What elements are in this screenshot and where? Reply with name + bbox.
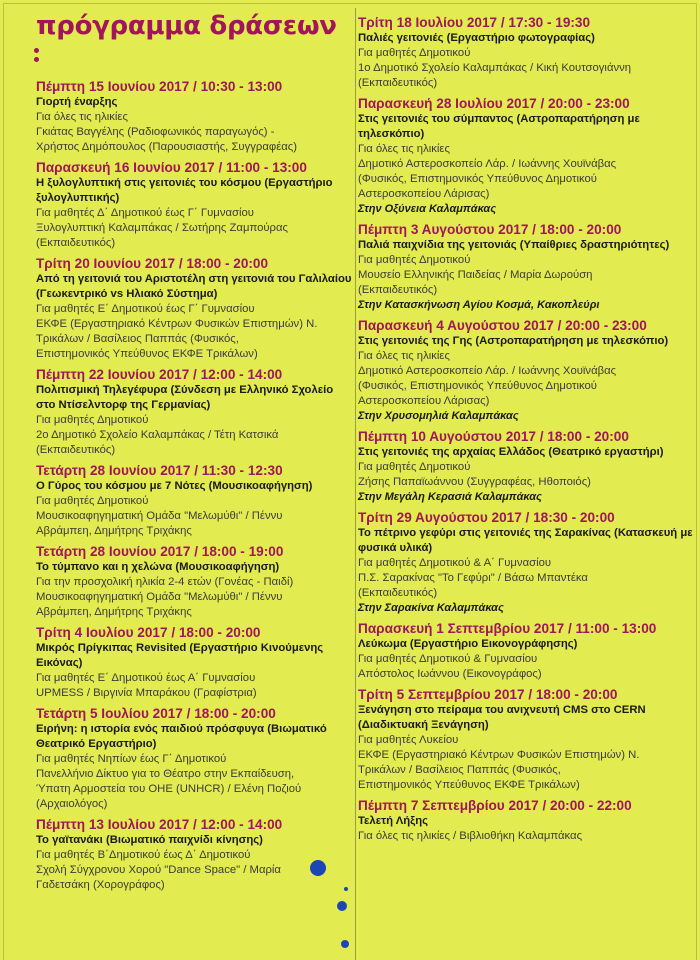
event-detail: Π.Σ. Σαρακίνας "Το Γεφύρι" / Βάσω Μπαντέκα: [358, 572, 588, 584]
event-name: Πολιτισμική Τηλεγέφυρα (Σύνδεση με Ελληνικό Σχολείο στο Ντίσελντορφ της Γερμανίας): [36, 384, 334, 411]
event-detail: (Εκπαιδευτικός): [36, 237, 116, 249]
event-detail: (Φυσικός, Επιστημονικός Υπεύθυνος Δημοτικού: [358, 380, 597, 392]
event-date: Πέμπτη 22 Ιουνίου 2017 / 12:00 - 14:00: [36, 367, 283, 382]
event-detail: (Αρχαιολόγος): [36, 798, 108, 810]
event-detail: Για μαθητές Ε΄ Δημοτικού έως Α΄ Γυμνασίου: [36, 672, 256, 684]
event-detail: Για μαθητές Β΄Δημοτικού έως Δ΄ Δημοτικού: [36, 849, 251, 861]
event-name: Στις γειτονιές του σύμπαντος (Αστροπαρατήρηση με τηλεσκόπιο): [358, 113, 640, 140]
event-detail: (Εκπαιδευτικός): [358, 284, 438, 296]
event-detail: ΕΚΦΕ (Εργαστηριακό Κέντρων Φυσικών Επιστημών) Ν.: [358, 749, 640, 761]
event-name: Παλιές γειτονιές (Εργαστήριο φωτογραφίας): [358, 32, 595, 44]
event-detail: Για μαθητές Δ΄ Δημοτικού έως Γ΄ Γυμνασίου: [36, 207, 254, 219]
event-item: [358, 317, 698, 424]
event-detail: Για μαθητές Ε΄ Δημοτικού έως Γ΄ Γυμνασίου: [36, 303, 255, 315]
page-title: πρόγραμμα δράσεων: [36, 11, 337, 41]
event-detail: Για μαθητές Δημοτικού: [358, 47, 471, 59]
event-item: [358, 797, 698, 844]
event-venue: Στην Οξύνεια Καλαμπάκας: [358, 203, 497, 215]
event-name: Λεύκωμα (Εργαστήριο Εικονογράφησης): [358, 638, 578, 650]
event-detail: 2ο Δημοτικό Σχολείο Καλαμπάκας / Τέτη Κατσικά: [36, 429, 279, 441]
event-date: Τρίτη 29 Αυγούστου 2017 / 18:30 - 20:00: [358, 510, 615, 525]
event-item: [358, 620, 698, 682]
event-detail: Για μαθητές Δημοτικού: [358, 461, 471, 473]
event-date: Τρίτη 5 Σεπτεμβρίου 2017 / 18:00 - 20:00: [358, 687, 618, 702]
event-detail: Επιστημονικός Υπεύθυνος ΕΚΦΕ Τρικάλων): [358, 779, 580, 791]
event-item: [36, 255, 354, 362]
event-detail: (Εκπαιδευτικός): [36, 444, 116, 456]
event-detail: ΕΚΦΕ (Εργαστηριακό Κέντρων Φυσικών Επιστημών) Ν.: [36, 318, 318, 330]
event-name: Γιορτή έναρξης: [36, 96, 118, 108]
event-item: [36, 816, 354, 893]
event-item: [358, 509, 698, 616]
event-detail: Ξυλογλυπτική Καλαμπάκας / Σωτήρης Ζαμπούρας: [36, 222, 288, 234]
event-detail: Τρικάλων / Βασίλειος Παππάς (Φυσικός,: [358, 764, 561, 776]
event-date: Παρασκευή 4 Αυγούστου 2017 / 20:00 - 23:00: [358, 318, 647, 333]
event-detail: Για μαθητές Δημοτικού & Γυμνασίου: [358, 653, 538, 665]
event-detail: Χρήστος Δημόπουλος (Παρουσιαστής, Συγγραφέας): [36, 141, 297, 153]
event-date: Πέμπτη 15 Ιουνίου 2017 / 10:30 - 13:00: [36, 79, 283, 94]
event-date: Τρίτη 20 Ιουνίου 2017 / 18:00 - 20:00: [36, 256, 269, 271]
event-detail: Δημοτικό Αστεροσκοπείο Λάρ. / Ιωάννης Χουϊνάβας: [358, 158, 617, 170]
event-detail: (Φυσικός, Επιστημονικός Υπεύθυνος Δημοτικού: [358, 173, 597, 185]
right-events-list: [358, 14, 698, 848]
event-name: Το γαϊτανάκι (Βιωματικό παιχνίδι κίνησης): [36, 834, 263, 846]
event-name: Στις γειτονιές της αρχαίας Ελλάδος (Θεατρικό εργαστήρι): [358, 446, 664, 458]
event-detail: Για μαθητές Λυκείου: [358, 734, 459, 746]
event-item: [36, 543, 354, 620]
decorative-dot: [341, 940, 349, 948]
left-column: [36, 0, 354, 960]
event-item: [36, 159, 354, 251]
event-name: Ειρήνη: η ιστορία ενός παιδιού πρόσφυγα (Βιωματικό Θεατρικό Εργαστήριο): [36, 723, 327, 750]
event-item: [358, 221, 698, 313]
event-detail: Απόστολος Ιωάννου (Εικονογράφος): [358, 668, 542, 680]
event-venue: Στην Χρυσομηλιά Καλαμπάκας: [358, 410, 519, 422]
event-name: Τελετή Λήξης: [358, 815, 428, 827]
event-item: [36, 462, 354, 539]
event-detail: Για όλες τις ηλικίες: [358, 350, 450, 362]
event-item: [358, 686, 698, 793]
event-date: Πέμπτη 10 Αυγούστου 2017 / 18:00 - 20:00: [358, 429, 629, 444]
event-detail: (Εκπαιδευτικός): [358, 587, 438, 599]
event-detail: Γκιάτας Βαγγέλης (Ραδιοφωνικός παραγωγός) -: [36, 126, 275, 138]
event-detail: Μουσικοαφηγηματική Ομάδα "Μελωμύθι" / Πέννυ: [36, 510, 283, 522]
event-item: [358, 14, 698, 91]
event-detail: Για μαθητές Δημοτικού & Α΄ Γυμνασίου: [358, 557, 552, 569]
event-detail: Για μαθητές Δημοτικού: [358, 254, 471, 266]
right-column: [358, 0, 698, 960]
event-date: Πέμπτη 7 Σεπτεμβρίου 2017 / 20:00 - 22:00: [358, 798, 632, 813]
event-item: [358, 95, 698, 217]
event-detail: Αβράμπεη, Δημήτρης Τριχάκης: [36, 525, 192, 537]
event-venue: Στην Μεγάλη Κερασιά Καλαμπάκας: [358, 491, 542, 503]
decorative-dot: [310, 860, 326, 876]
event-detail: Αστεροσκοπείου Λάρισας): [358, 395, 490, 407]
event-item: [36, 366, 354, 458]
event-name: Η ξυλογλυπτική στις γειτονιές του κόσμου (Εργαστήριο ξυλογλυπτικής): [36, 177, 333, 204]
event-item: [36, 624, 354, 701]
event-detail: Μουσικοαφηγηματική Ομάδα "Μελωμύθι" / Πέννυ: [36, 591, 283, 603]
event-venue: Στην Κατασκήνωση Αγίου Κοσμά, Κακοπλεύρι: [358, 299, 600, 311]
event-detail: 1ο Δημοτικό Σχολείο Καλαμπάκας / Κική Κουτσογιάννη: [358, 62, 632, 74]
event-name: Παλιά παιχνίδια της γειτονιάς (Υπαίθριες δραστηριότητες): [358, 239, 670, 251]
event-date: Παρασκευή 16 Ιουνίου 2017 / 11:00 - 13:00: [36, 160, 307, 175]
event-detail: (Εκπαιδευτικός): [358, 77, 438, 89]
event-date: Πέμπτη 13 Ιουλίου 2017 / 12:00 - 14:00: [36, 817, 283, 832]
event-date: Παρασκευή 28 Ιουλίου 2017 / 20:00 - 23:00: [358, 96, 630, 111]
event-detail: Δημοτικό Αστεροσκοπείο Λάρ. / Ιωάννης Χουϊνάβας: [358, 365, 617, 377]
decorative-dot: [337, 901, 347, 911]
event-item: [358, 428, 698, 505]
event-detail: Σχολή Σύγχρονου Χορού "Dance Space" / Μαρία: [36, 864, 281, 876]
event-detail: Για μαθητές Νηπίων έως Γ΄ Δημοτικού: [36, 753, 227, 765]
event-name: Ο Γύρος του κόσμου με 7 Νότες (Μουσικοαφήγηση): [36, 480, 313, 492]
event-name: Το πέτρινο γεφύρι στις γειτονιές της Σαρακίνας (Κατασκευή με φυσικά υλικά): [358, 527, 693, 554]
event-date: Παρασκευή 1 Σεπτεμβρίου 2017 / 11:00 - 13:00: [358, 621, 657, 636]
event-date: Τρίτη 18 Ιουλίου 2017 / 17:30 - 19:30: [358, 15, 591, 30]
event-detail: Αστεροσκοπείου Λάρισας): [358, 188, 490, 200]
event-detail: UPMESS / Βιργινία Μπαράκου (Γραφίστρια): [36, 687, 257, 699]
event-detail: Ζήσης Παπαϊωάννου (Συγγραφέας, Ηθοποιός): [358, 476, 591, 488]
decorative-dot: [344, 887, 348, 891]
event-detail: Για την προσχολική ηλικία 2-4 ετών (Γονέας - Παιδί): [36, 576, 294, 588]
event-detail: Για όλες τις ηλικίες / Βιβλιοθήκη Καλαμπάκας: [358, 830, 583, 842]
event-name: Από τη γειτονιά του Αριστοτέλη στη γειτονιά του Γαλιλαίου (Γεωκεντρικό vs Ηλιακό Σύστημα): [36, 273, 352, 300]
event-date: Τετάρτη 28 Ιουνίου 2017 / 18:00 - 19:00: [36, 544, 284, 559]
event-date: Πέμπτη 3 Αυγούστου 2017 / 18:00 - 20:00: [358, 222, 622, 237]
event-detail: Ύπατη Αρμοστεία του ΟΗΕ (UNHCR) / Ελένη Ποζιού: [36, 783, 302, 795]
event-detail: Γαδετσάκη (Χορογράφος): [36, 879, 165, 891]
left-events-list: [36, 78, 354, 897]
event-detail: Επιστημονικός Υπεύθυνος ΕΚΦΕ Τρικάλων): [36, 348, 258, 360]
event-item: [36, 78, 354, 155]
event-item: [36, 705, 354, 812]
event-name: Μικρός Πρίγκιπας Revisited (Εργαστήριο Κινούμενης Εικόνας): [36, 642, 324, 669]
event-date: Τετάρτη 28 Ιουνίου 2017 / 11:30 - 12:30: [36, 463, 283, 478]
event-name: Ξενάγηση στο πείραμα του ανιχνευτή CMS στο CERN (Διαδικτυακή Ξενάγηση): [358, 704, 646, 731]
event-detail: Πανελλήνιο Δίκτυο για το Θέατρο στην Εκπαίδευση,: [36, 768, 295, 780]
event-venue: Στην Σαρακίνα Καλαμπάκας: [358, 602, 504, 614]
event-detail: Μουσείο Ελληνικής Παιδείας / Μαρία Δωρούση: [358, 269, 593, 281]
event-detail: Για μαθητές Δημοτικού: [36, 495, 149, 507]
event-date: Τετάρτη 5 Ιουλίου 2017 / 18:00 - 20:00: [36, 706, 276, 721]
event-detail: Αβράμπεη, Δημήτρης Τριχάκης: [36, 606, 192, 618]
column-divider: [355, 8, 356, 960]
event-detail: Για μαθητές Δημοτικού: [36, 414, 149, 426]
event-detail: Τρικάλων / Βασίλειος Παππάς (Φυσικός,: [36, 333, 239, 345]
event-date: Τρίτη 4 Ιουλίου 2017 / 18:00 - 20:00: [36, 625, 261, 640]
event-name: Το τύμπανο και η χελώνα (Μουσικοαφήγηση): [36, 561, 280, 573]
event-name: Στις γειτονιές της Γης (Αστροπαρατήρηση με τηλεσκόπιο): [358, 335, 669, 347]
event-detail: Για όλες τις ηλικίες: [358, 143, 450, 155]
event-detail: Για όλες τις ηλικίες: [36, 111, 128, 123]
